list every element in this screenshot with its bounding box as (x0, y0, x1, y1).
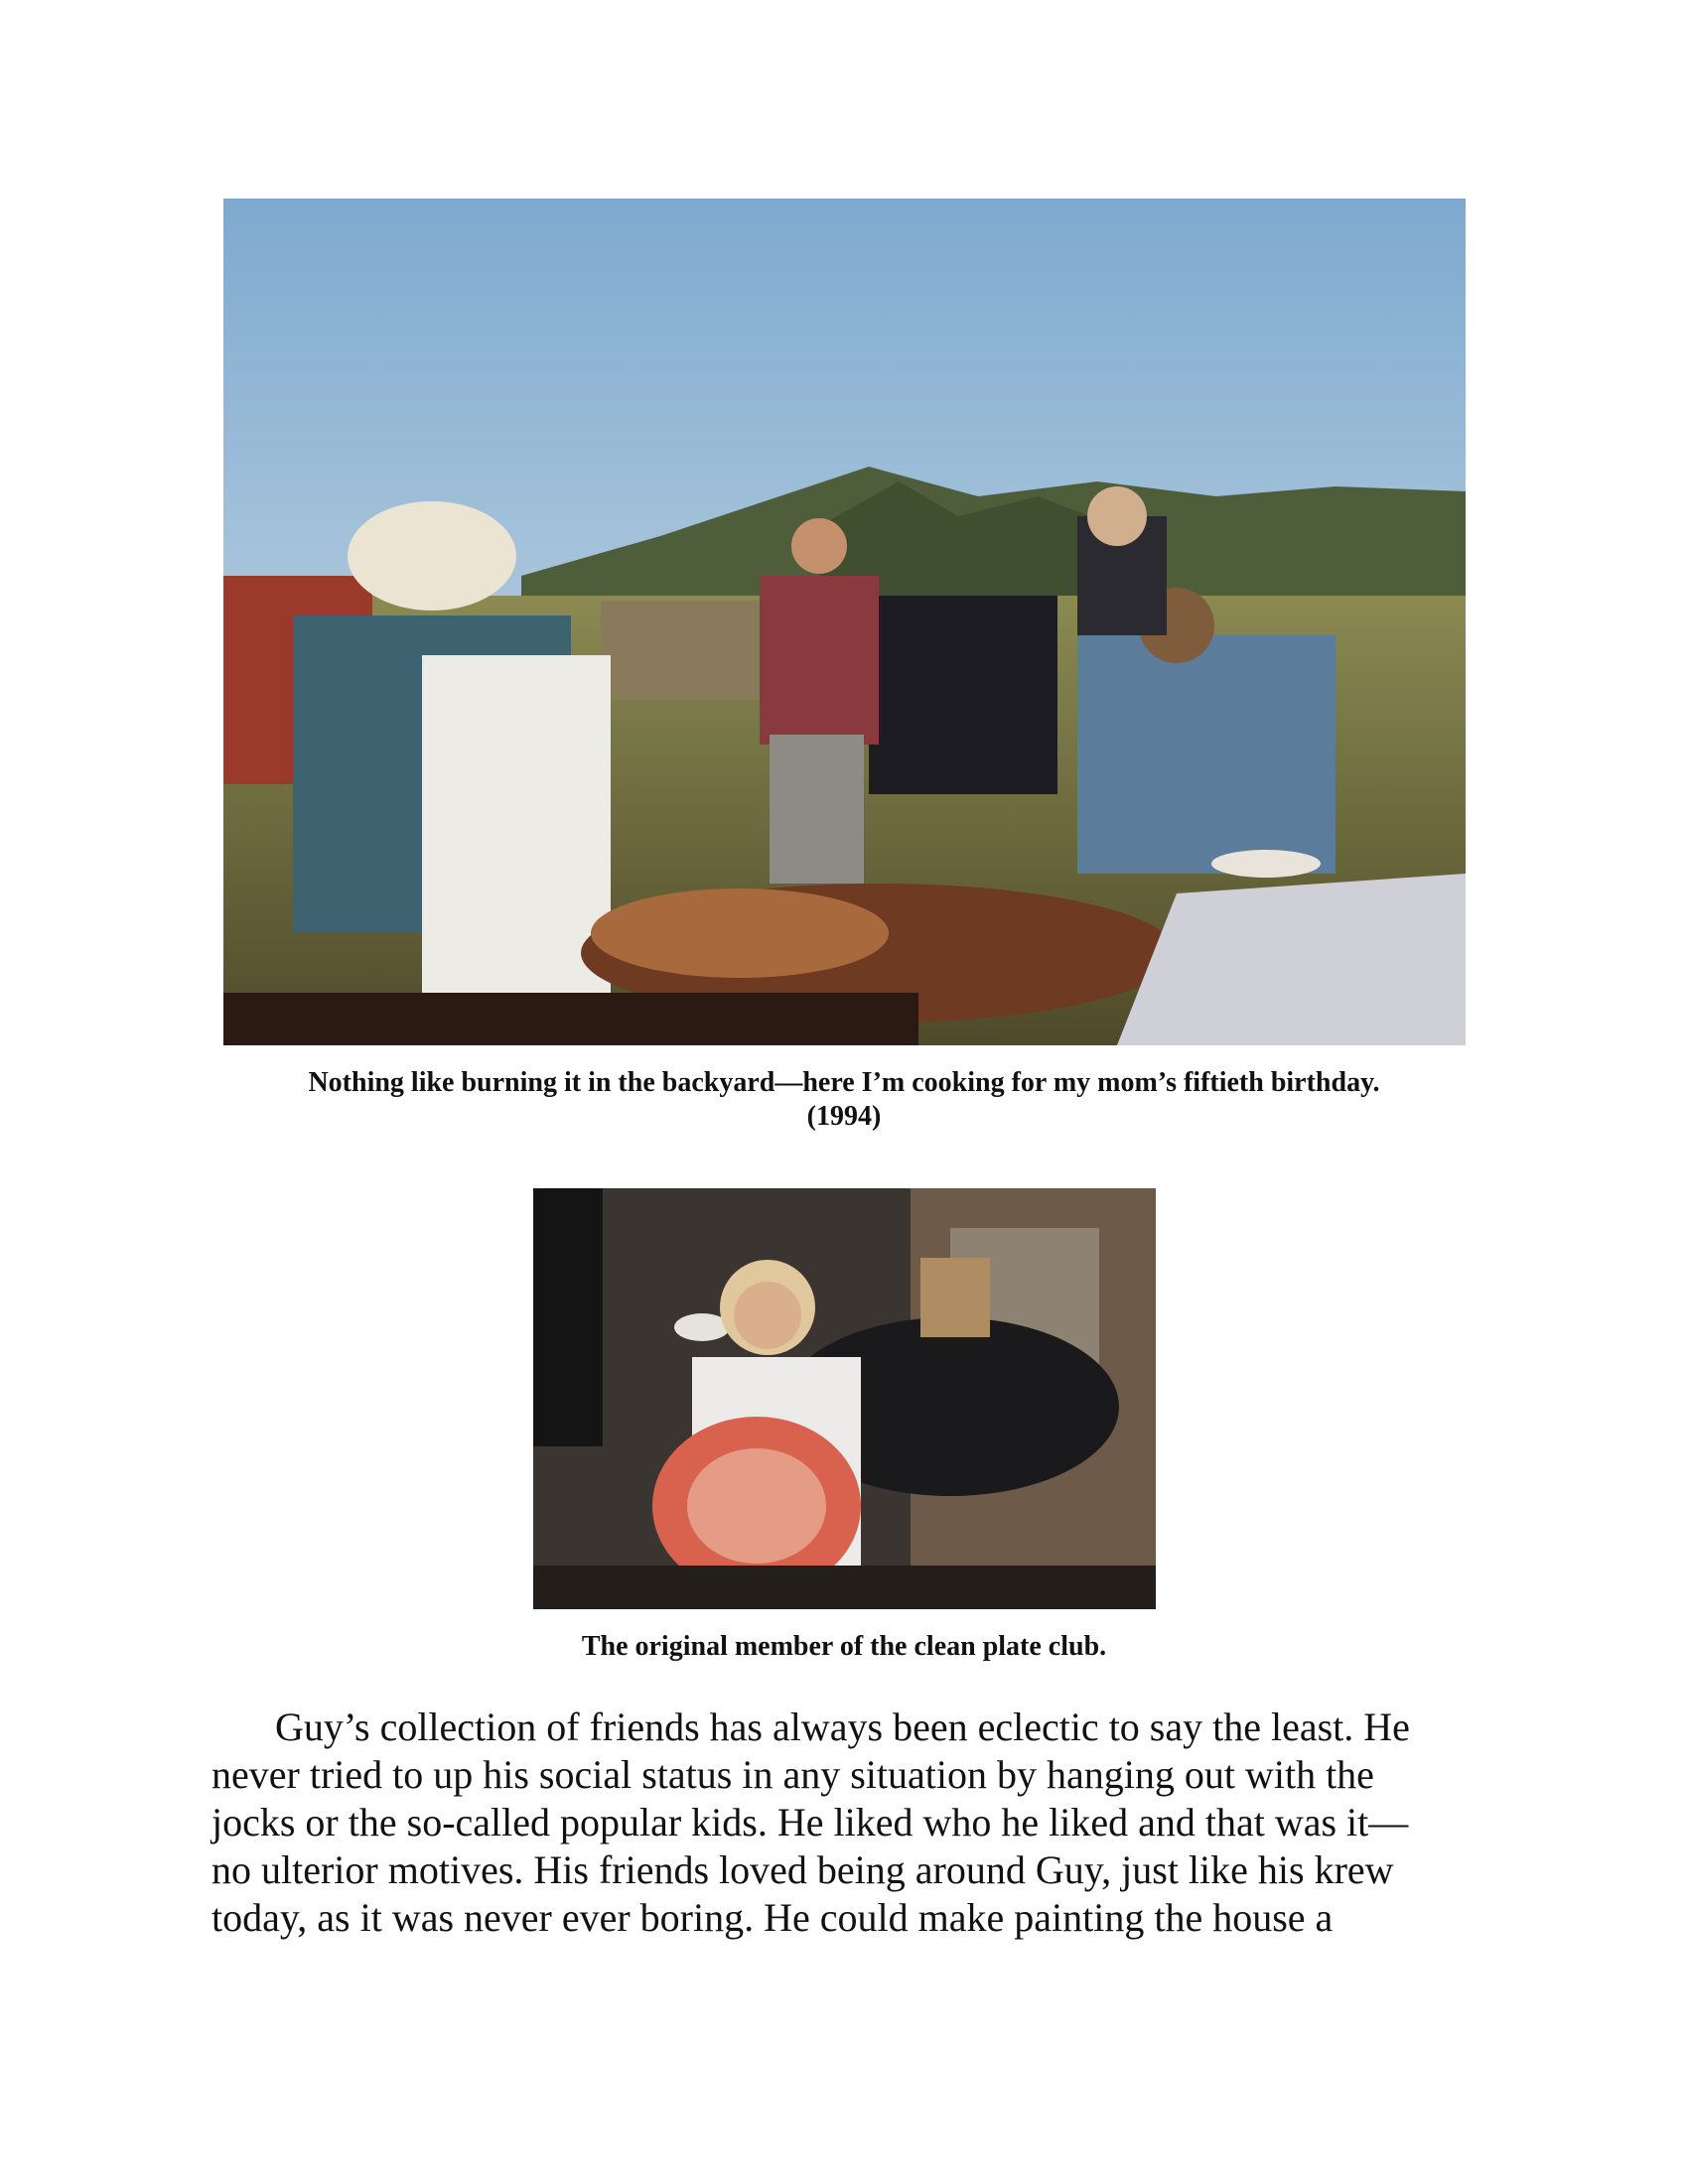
photo-caption-clean-plate: The original member of the clean plate club. (581, 1631, 1107, 1662)
body-line: never tried to up his social status in any situation by hanging out with the (211, 1752, 1374, 1797)
caption-line: Nothing like burning it in the backyard—here I’m cooking for my mom’s fiftieth birthday. (308, 1067, 1380, 1098)
photo-caption-barbecue (0, 1066, 1688, 1134)
body-line: no ulterior motives. His friends loved being around Guy, just like his krew (211, 1847, 1394, 1892)
caption-year: (1994) (806, 1101, 882, 1132)
backyard-barbecue-photo (223, 199, 1466, 1045)
body-line: jocks or the so-called popular kids. He liked who he liked and that was it— (211, 1800, 1409, 1844)
body-paragraph (211, 1704, 1482, 1942)
body-line: today, as it was never ever boring. He could make painting the house a (211, 1895, 1334, 1940)
body-line: Guy’s collection of friends has always been eclectic to say the least. He (275, 1705, 1410, 1749)
clean-plate-child-photo (533, 1188, 1156, 1609)
